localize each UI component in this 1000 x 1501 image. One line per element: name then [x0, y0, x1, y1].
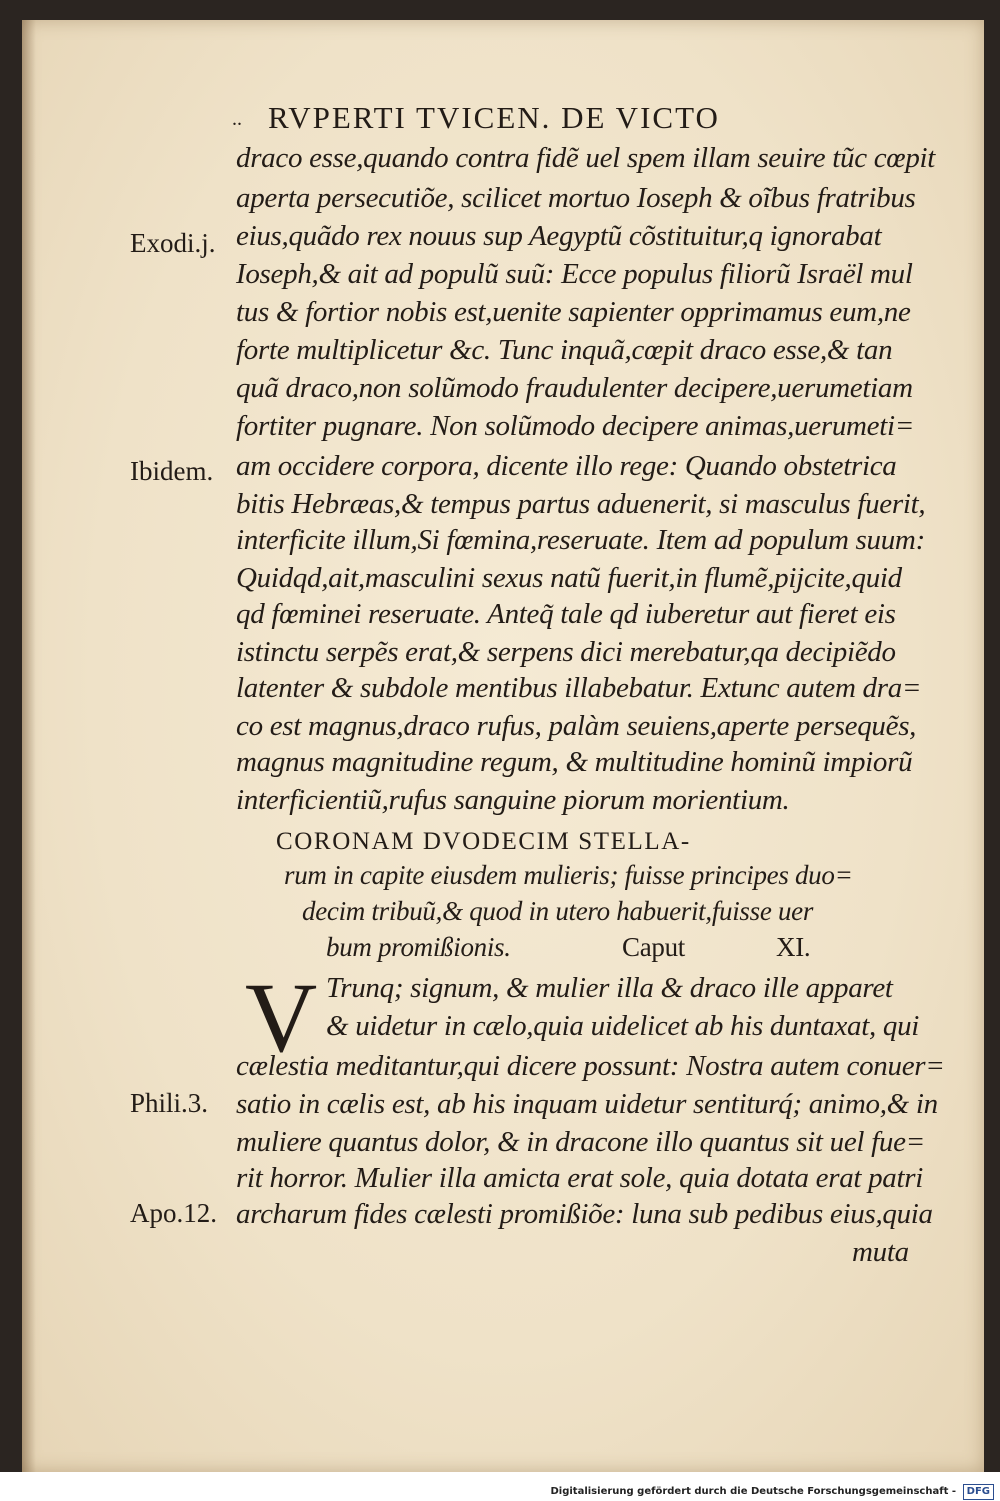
body-line: archarum fides cælesti promißiõe: luna sub pedibus eius,quia: [236, 1198, 933, 1230]
catchword: muta: [852, 1236, 909, 1268]
chapter-heading-line: bum promißionis.: [326, 932, 511, 962]
running-title: RVPERTI TVICEN. DE VICTO: [268, 100, 720, 135]
page-gutter-shadow: [22, 20, 36, 1472]
margin-note: Exodi.j.: [130, 228, 216, 258]
caput-label: Caput: [622, 932, 685, 962]
body-line: Ioseph,& ait ad populũ suũ: Ecce populus filiorũ Israël mul: [236, 258, 913, 290]
body-line: draco esse,quando contra fidẽ uel spem illam seuire tũc cœpit: [236, 142, 936, 174]
margin-note: Apo.12.: [130, 1198, 217, 1228]
body-line: co est magnus,draco rufus, palàm seuiens,aperte persequẽs,: [236, 710, 917, 742]
chapter-heading-caps: CORONAM DVODECIM STELLA-: [276, 828, 691, 855]
chapter-heading-line: decim tribuũ,& quod in utero habuerit,fuisse uer: [302, 896, 814, 926]
drop-cap: V: [245, 962, 318, 1073]
body-line: rit horror. Mulier illa amicta erat sole, quia dotata erat patri: [236, 1162, 924, 1194]
body-line: am occidere corpora, dicente illo rege: Quando obstetrica: [236, 450, 897, 482]
body-line: Quidqd,ait,masculini sexus natũ fuerit,in flumẽ,pijcite,quid: [236, 562, 902, 594]
dfg-logo-icon: DFG: [963, 1484, 994, 1500]
margin-note: Phili.3.: [130, 1088, 209, 1118]
body-line: interficientiũ,rufus sanguine piorum morientium.: [236, 784, 790, 816]
body-line: & uidetur in cælo,quia uidelicet ab his duntaxat, qui: [326, 1010, 920, 1042]
body-line: magnus magnitudine regum, & multitudine hominũ impiorũ: [236, 746, 913, 778]
footer-credit: Digitalisierung gefördert durch die Deutsche Forschungsgemeinschaft -: [550, 1486, 956, 1497]
body-line: latenter & subdole mentibus illabebatur. Extunc autem dra=: [236, 672, 922, 704]
body-line: qd fœminei reseruate. Anteq̃ tale qd iuberetur aut fieret eis: [236, 598, 896, 630]
body-line: cælestia meditantur,qui dicere possunt: Nostra autem conuer=: [236, 1050, 945, 1082]
body-line: interficite illum,Si fœmina,reseruate. Item ad populum suum:: [236, 524, 925, 556]
body-line: tus & fortior nobis est,uenite sapienter opprimamus eum,ne: [236, 296, 911, 328]
body-line: fortiter pugnare. Non solũmodo decipere animas,uerumeti=: [236, 410, 915, 442]
body-line: aperta persecutiõe, scilicet mortuo Ioseph & oĩbus fratribus: [236, 182, 916, 214]
body-line: bitis Hebræas,& tempus partus aduenerit, si masculus fuerit,: [236, 488, 926, 520]
body-line: istinctu serpẽs erat,& serpens dici merebatur,qa decipiẽdo: [236, 636, 896, 668]
header-dots: ..: [232, 108, 242, 130]
caput-number: XI.: [776, 932, 811, 962]
body-line: Trunq; signum, & mulier illa & draco ille apparet: [326, 972, 893, 1004]
body-line: forte multiplicetur &c. Tunc inquã,cœpit draco esse,& tan: [236, 334, 893, 366]
body-line: eius,quãdo rex nouus sup Aegyptũ cõstituitur,q ignorabat: [236, 220, 882, 252]
body-line: satio in cælis est, ab his inquam uidetur sentiturq́; animo,& in: [236, 1088, 938, 1120]
body-line: quã draco,non solũmodo fraudulenter decipere,uerumetiam: [236, 372, 913, 404]
chapter-heading-line: rum in capite eiusdem mulieris; fuisse principes duo=: [284, 860, 853, 890]
margin-note: Ibidem.: [130, 456, 214, 486]
body-line: muliere quantus dolor, & in dracone illo quantus sit uel fue=: [236, 1126, 925, 1158]
